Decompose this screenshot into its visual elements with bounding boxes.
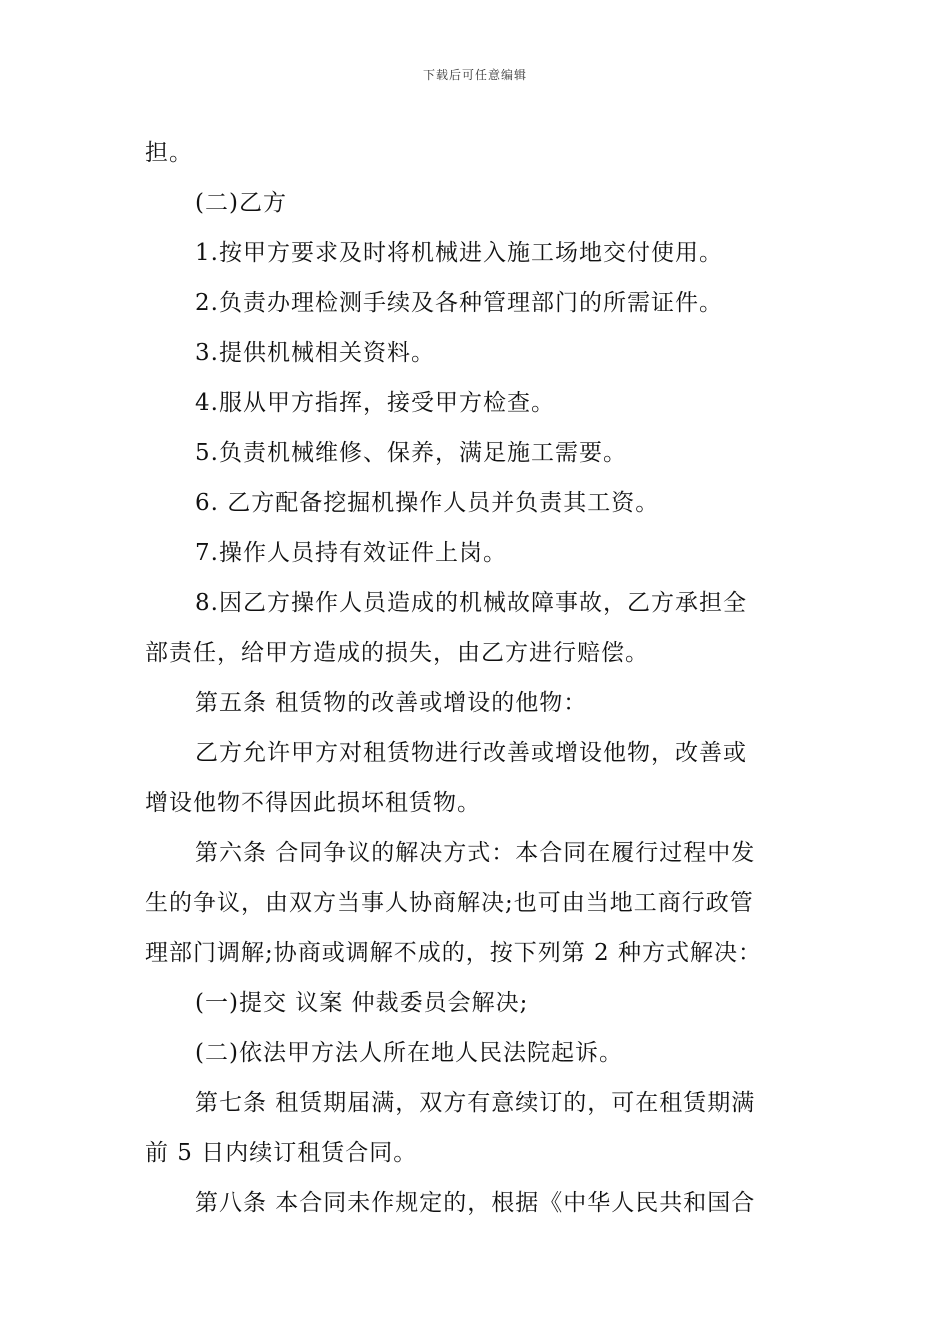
text-line: (二)乙方 (195, 190, 287, 216)
text-line: 乙方允许甲方对租赁物进行改善或增设他物，改善或 (195, 740, 747, 766)
text-line: 1.按甲方要求及时将机械进入施工场地交付使用。 (195, 240, 723, 266)
text-line: 第五条 租赁物的改善或增设的他物： (195, 690, 588, 716)
text-line: 3.提供机械相关资料。 (195, 340, 435, 366)
text-line: 第七条 租赁期届满，双方有意续订的，可在租赁期满 (195, 1090, 756, 1116)
text-line: 部责任，给甲方造成的损失，由乙方进行赔偿。 (145, 640, 649, 666)
text-line: 8.因乙方操作人员造成的机械故障事故，乙方承担全 (195, 590, 747, 616)
text-line: 担。 (145, 140, 193, 166)
text-line: (一)提交 议案 仲裁委员会解决; (195, 990, 529, 1016)
text-line: 7.操作人员持有效证件上岗。 (195, 540, 507, 566)
page-header-note: 下载后可任意编辑 (422, 68, 527, 82)
text-line: (二)依法甲方法人所在地人民法院起诉。 (195, 1040, 623, 1066)
text-line: 2.负责办理检测手续及各种管理部门的所需证件。 (195, 290, 723, 316)
text-line: 4.服从甲方指挥，接受甲方检查。 (195, 390, 555, 416)
text-line: 第八条 本合同未作规定的，根据《中华人民共和国合 (195, 1190, 756, 1216)
text-line: 5.负责机械维修、保养，满足施工需要。 (195, 440, 627, 466)
text-line: 6. 乙方配备挖掘机操作人员并负责其工资。 (195, 490, 660, 516)
document-body (145, 128, 810, 1228)
text-line: 前 5 日内续订租赁合同。 (145, 1140, 418, 1166)
text-line: 第六条 合同争议的解决方式：本合同在履行过程中发 (195, 840, 756, 866)
text-line: 增设他物不得因此损坏租赁物。 (145, 790, 481, 816)
text-line: 理部门调解;协商或调解不成的，按下列第 2 种方式解决： (145, 940, 763, 966)
text-line: 生的争议，由双方当事人协商解决;也可由当地工商行政管 (145, 890, 754, 916)
